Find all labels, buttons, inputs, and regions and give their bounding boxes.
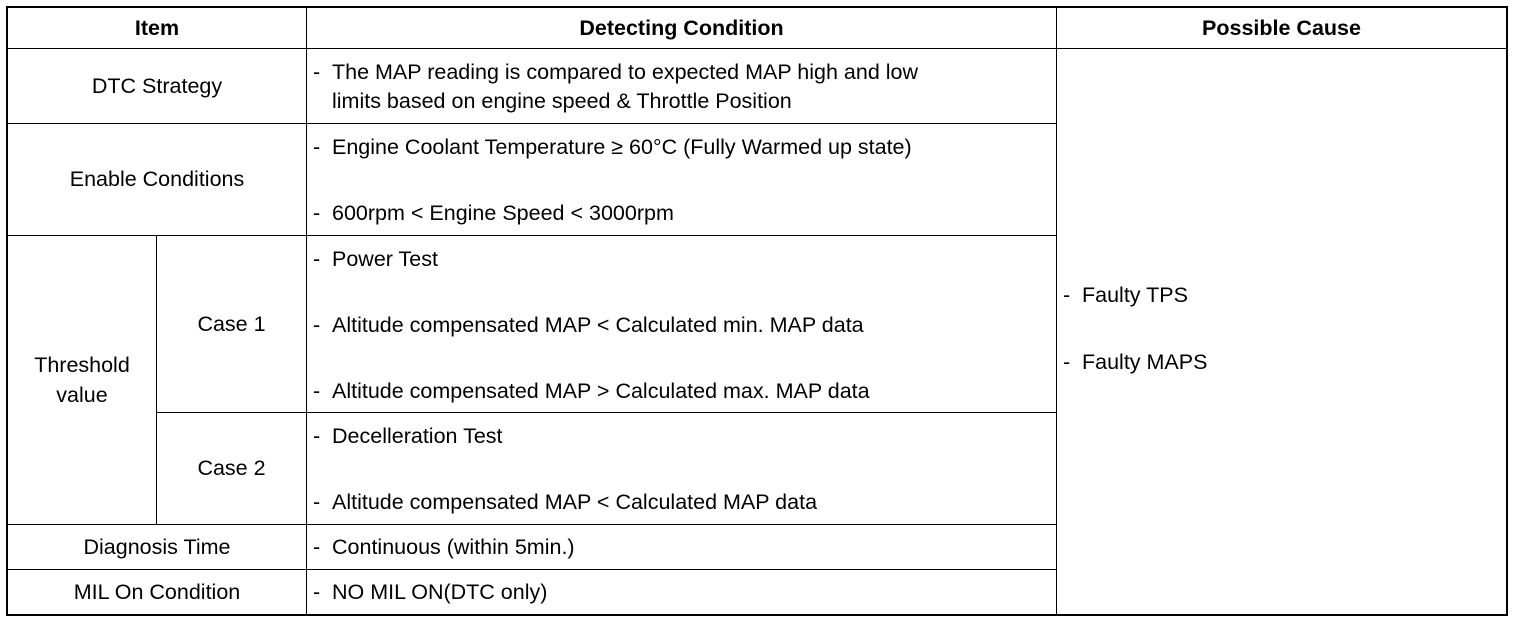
header-item: Item xyxy=(8,8,307,49)
row-dtc-strategy xyxy=(8,49,1507,124)
detect-line: - Decelleration Test xyxy=(313,424,503,448)
label-threshold-value: Threshold value xyxy=(8,236,157,525)
cause-item: - Faulty MAPS xyxy=(1063,350,1208,374)
detect-line: limits based on engine speed & Throttle Position xyxy=(332,89,792,113)
label-mil-on-condition: MIL On Condition xyxy=(8,570,307,615)
label-case-2: Case 2 xyxy=(157,413,307,525)
label-dtc-strategy: DTC Strategy xyxy=(8,49,307,124)
dtc-diagnosis-table xyxy=(7,7,1507,615)
detect-line: - Power Test xyxy=(313,247,438,271)
detect-line: - NO MIL ON(DTC only) xyxy=(313,579,548,604)
detect-enable-conditions xyxy=(307,124,1057,236)
detect-line: - 600rpm < Engine Speed < 3000rpm xyxy=(313,201,674,225)
header-row xyxy=(8,8,1507,49)
label-enable-conditions: Enable Conditions xyxy=(8,124,307,236)
header-detecting-condition: Detecting Condition xyxy=(307,8,1057,49)
detect-mil-on-condition xyxy=(307,570,1057,615)
detect-case-2 xyxy=(307,413,1057,525)
detect-dtc-strategy xyxy=(307,49,1057,124)
detect-line: - Engine Coolant Temperature ≥ 60°C (Fully Warmed up state) xyxy=(313,135,912,159)
detect-line: - Altitude compensated MAP < Calculated MAP data xyxy=(313,490,818,514)
detect-line: - The MAP reading is compared to expected MAP high and low xyxy=(313,60,919,84)
cause-item: - Faulty TPS xyxy=(1063,283,1188,307)
label-case-1: Case 1 xyxy=(157,236,307,413)
detect-line: - Altitude compensated MAP < Calculated min. MAP data xyxy=(313,313,864,337)
detect-case-1 xyxy=(307,236,1057,413)
detect-line: - Altitude compensated MAP > Calculated max. MAP data xyxy=(313,379,870,403)
header-possible-cause: Possible Cause xyxy=(1057,8,1507,49)
detect-line: - Continuous (within 5min.) xyxy=(313,534,575,559)
label-diagnosis-time: Diagnosis Time xyxy=(8,525,307,570)
possible-cause-cell xyxy=(1057,49,1507,615)
detect-diagnosis-time xyxy=(307,525,1057,570)
